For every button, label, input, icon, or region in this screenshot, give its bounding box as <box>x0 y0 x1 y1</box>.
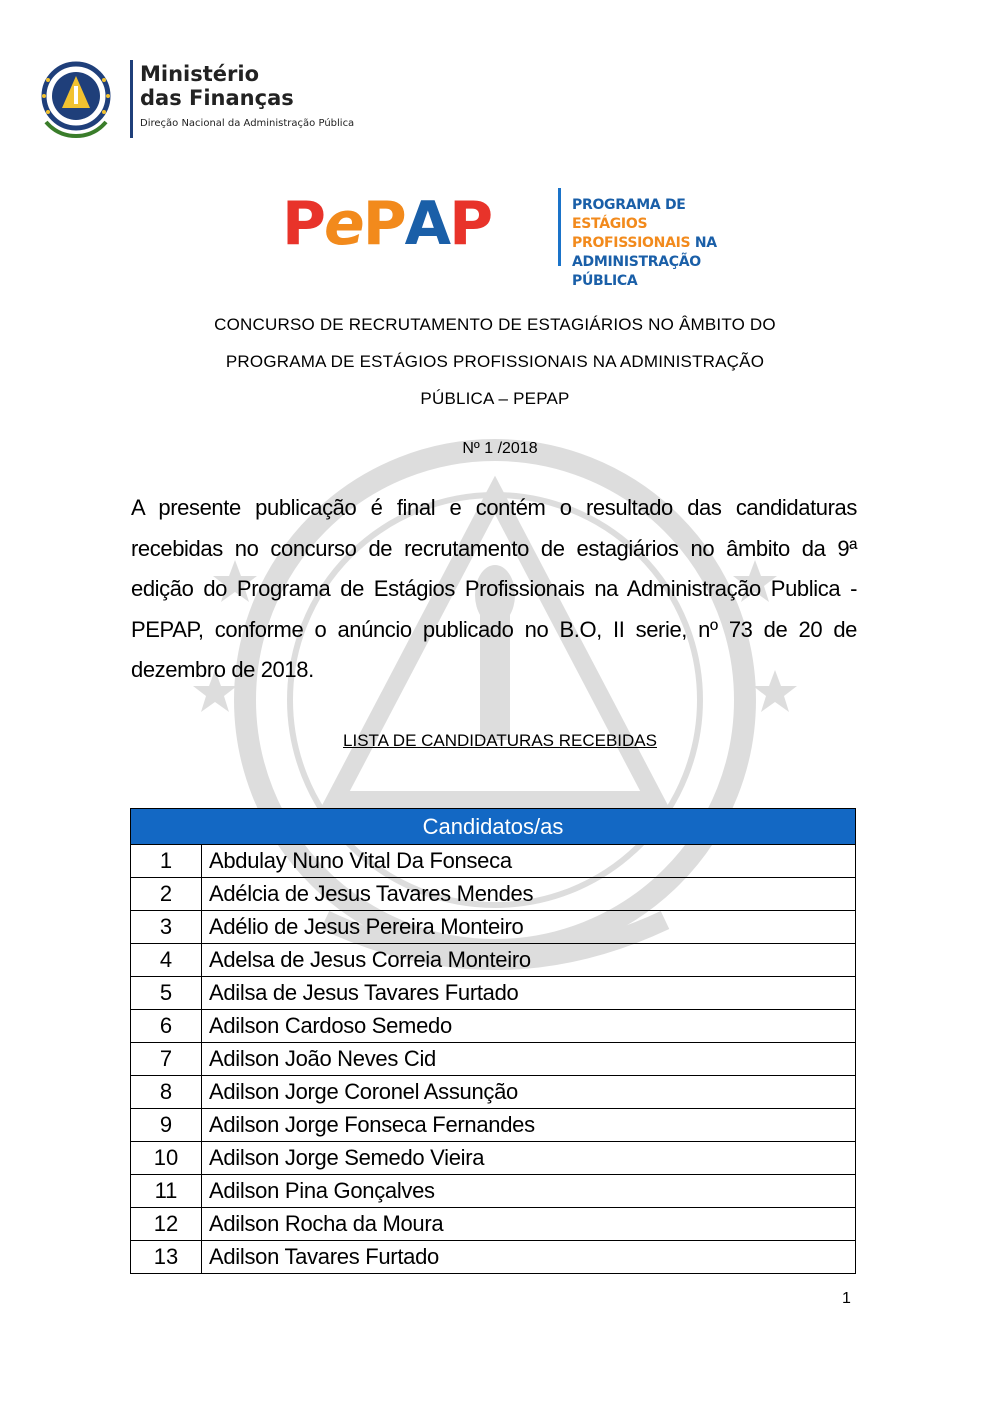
tagline-part: PROFISSIONAIS <box>572 235 691 251</box>
table-row <box>131 845 856 878</box>
table-row <box>131 1043 856 1076</box>
table-row <box>131 1241 856 1274</box>
table-row <box>131 944 856 977</box>
candidate-name: Adélio de Jesus Pereira Monteiro <box>202 911 856 944</box>
table-row <box>131 878 856 911</box>
table-row <box>131 911 856 944</box>
tagline-part: NA <box>690 235 717 251</box>
row-number: 4 <box>131 944 202 977</box>
title-line: PROGRAMA DE ESTÁGIOS PROFISSIONAIS NA ADMINISTRAÇÃO <box>225 352 765 371</box>
cabo-verde-seal-icon <box>34 56 118 140</box>
table-row <box>131 1142 856 1175</box>
row-number: 1 <box>131 845 202 878</box>
ministry-name-line1: Ministério <box>140 62 260 86</box>
candidate-name: Adélcia de Jesus Tavares Mendes <box>202 878 856 911</box>
list-title-text: LISTA DE CANDIDATURAS RECEBIDAS <box>343 731 657 750</box>
ministry-name <box>140 62 294 110</box>
ministry-divider <box>130 60 133 138</box>
candidate-name: Adilson Cardoso Semedo <box>202 1010 856 1043</box>
candidate-name: Adelsa de Jesus Correia Monteiro <box>202 944 856 977</box>
table-row <box>131 1109 856 1142</box>
row-number: 13 <box>131 1241 202 1274</box>
candidate-name: Adilson João Neves Cid <box>202 1043 856 1076</box>
table-row <box>131 1076 856 1109</box>
row-number: 7 <box>131 1043 202 1076</box>
title-line: PÚBLICA – PEPAP <box>420 389 570 408</box>
ministry-name-line2: das Finanças <box>140 86 294 110</box>
candidate-name: Adilson Rocha da Moura <box>202 1208 856 1241</box>
tagline-part: ESTÁGIOS <box>572 216 648 232</box>
row-number: 5 <box>131 977 202 1010</box>
document-title <box>120 306 870 417</box>
candidates-table-body <box>131 845 856 1274</box>
pepap-logo <box>282 186 742 289</box>
row-number: 8 <box>131 1076 202 1109</box>
table-row <box>131 977 856 1010</box>
pepap-tagline <box>572 196 742 291</box>
candidate-name: Abdulay Nuno Vital Da Fonseca <box>202 845 856 878</box>
pepap-letter: P <box>282 189 324 259</box>
title-line: CONCURSO DE RECRUTAMENTO DE ESTAGIÁRIOS NO ÂMBITO DO <box>214 315 776 334</box>
table-row <box>131 1175 856 1208</box>
row-number: 3 <box>131 911 202 944</box>
row-number: 11 <box>131 1175 202 1208</box>
document-number: Nº 1 /2018 <box>462 440 538 457</box>
row-number: 2 <box>131 878 202 911</box>
candidate-name: Adilson Tavares Furtado <box>202 1241 856 1274</box>
pepap-letter: P <box>362 189 405 259</box>
pepap-letter: e <box>323 189 363 259</box>
row-number: 6 <box>131 1010 202 1043</box>
pepap-separator <box>558 188 561 266</box>
table-header-row <box>131 809 856 845</box>
pepap-letter: P <box>449 189 492 259</box>
pepap-letter: A <box>404 189 450 259</box>
row-number: 12 <box>131 1208 202 1241</box>
table-row <box>131 1010 856 1043</box>
row-number: 10 <box>131 1142 202 1175</box>
ministry-department: Direção Nacional da Administração Pública <box>140 118 355 129</box>
table-row <box>131 1208 856 1241</box>
tagline-part: PROGRAMA DE <box>572 197 686 213</box>
candidate-name: Adilson Pina Gonçalves <box>202 1175 856 1208</box>
ministry-logo <box>34 56 364 146</box>
intro-paragraph: A presente publicação é final e contém o resultado das candidaturas recebidas no concurso de recrutamento de estagiários no âmbito da 9ª edição do Programa de Estágios Profissionais na Administração Publica - PEPAP, conforme o anúncio publicado no B.O, II serie, nº 73 de 20 de dezembro de 2018. <box>131 495 857 682</box>
page-number: 1 <box>842 1290 851 1307</box>
list-title <box>0 731 1000 751</box>
candidate-name: Adilson Jorge Fonseca Fernandes <box>202 1109 856 1142</box>
table-header: Candidatos/as <box>131 809 856 845</box>
pepap-wordmark <box>282 190 491 258</box>
candidate-name: Adilson Jorge Semedo Vieira <box>202 1142 856 1175</box>
row-number: 9 <box>131 1109 202 1142</box>
candidate-name: Adilson Jorge Coronel Assunção <box>202 1076 856 1109</box>
tagline-part: ADMINISTRAÇÃO PÚBLICA <box>572 254 701 289</box>
candidate-name: Adilsa de Jesus Tavares Furtado <box>202 977 856 1010</box>
candidates-table <box>130 808 856 1274</box>
